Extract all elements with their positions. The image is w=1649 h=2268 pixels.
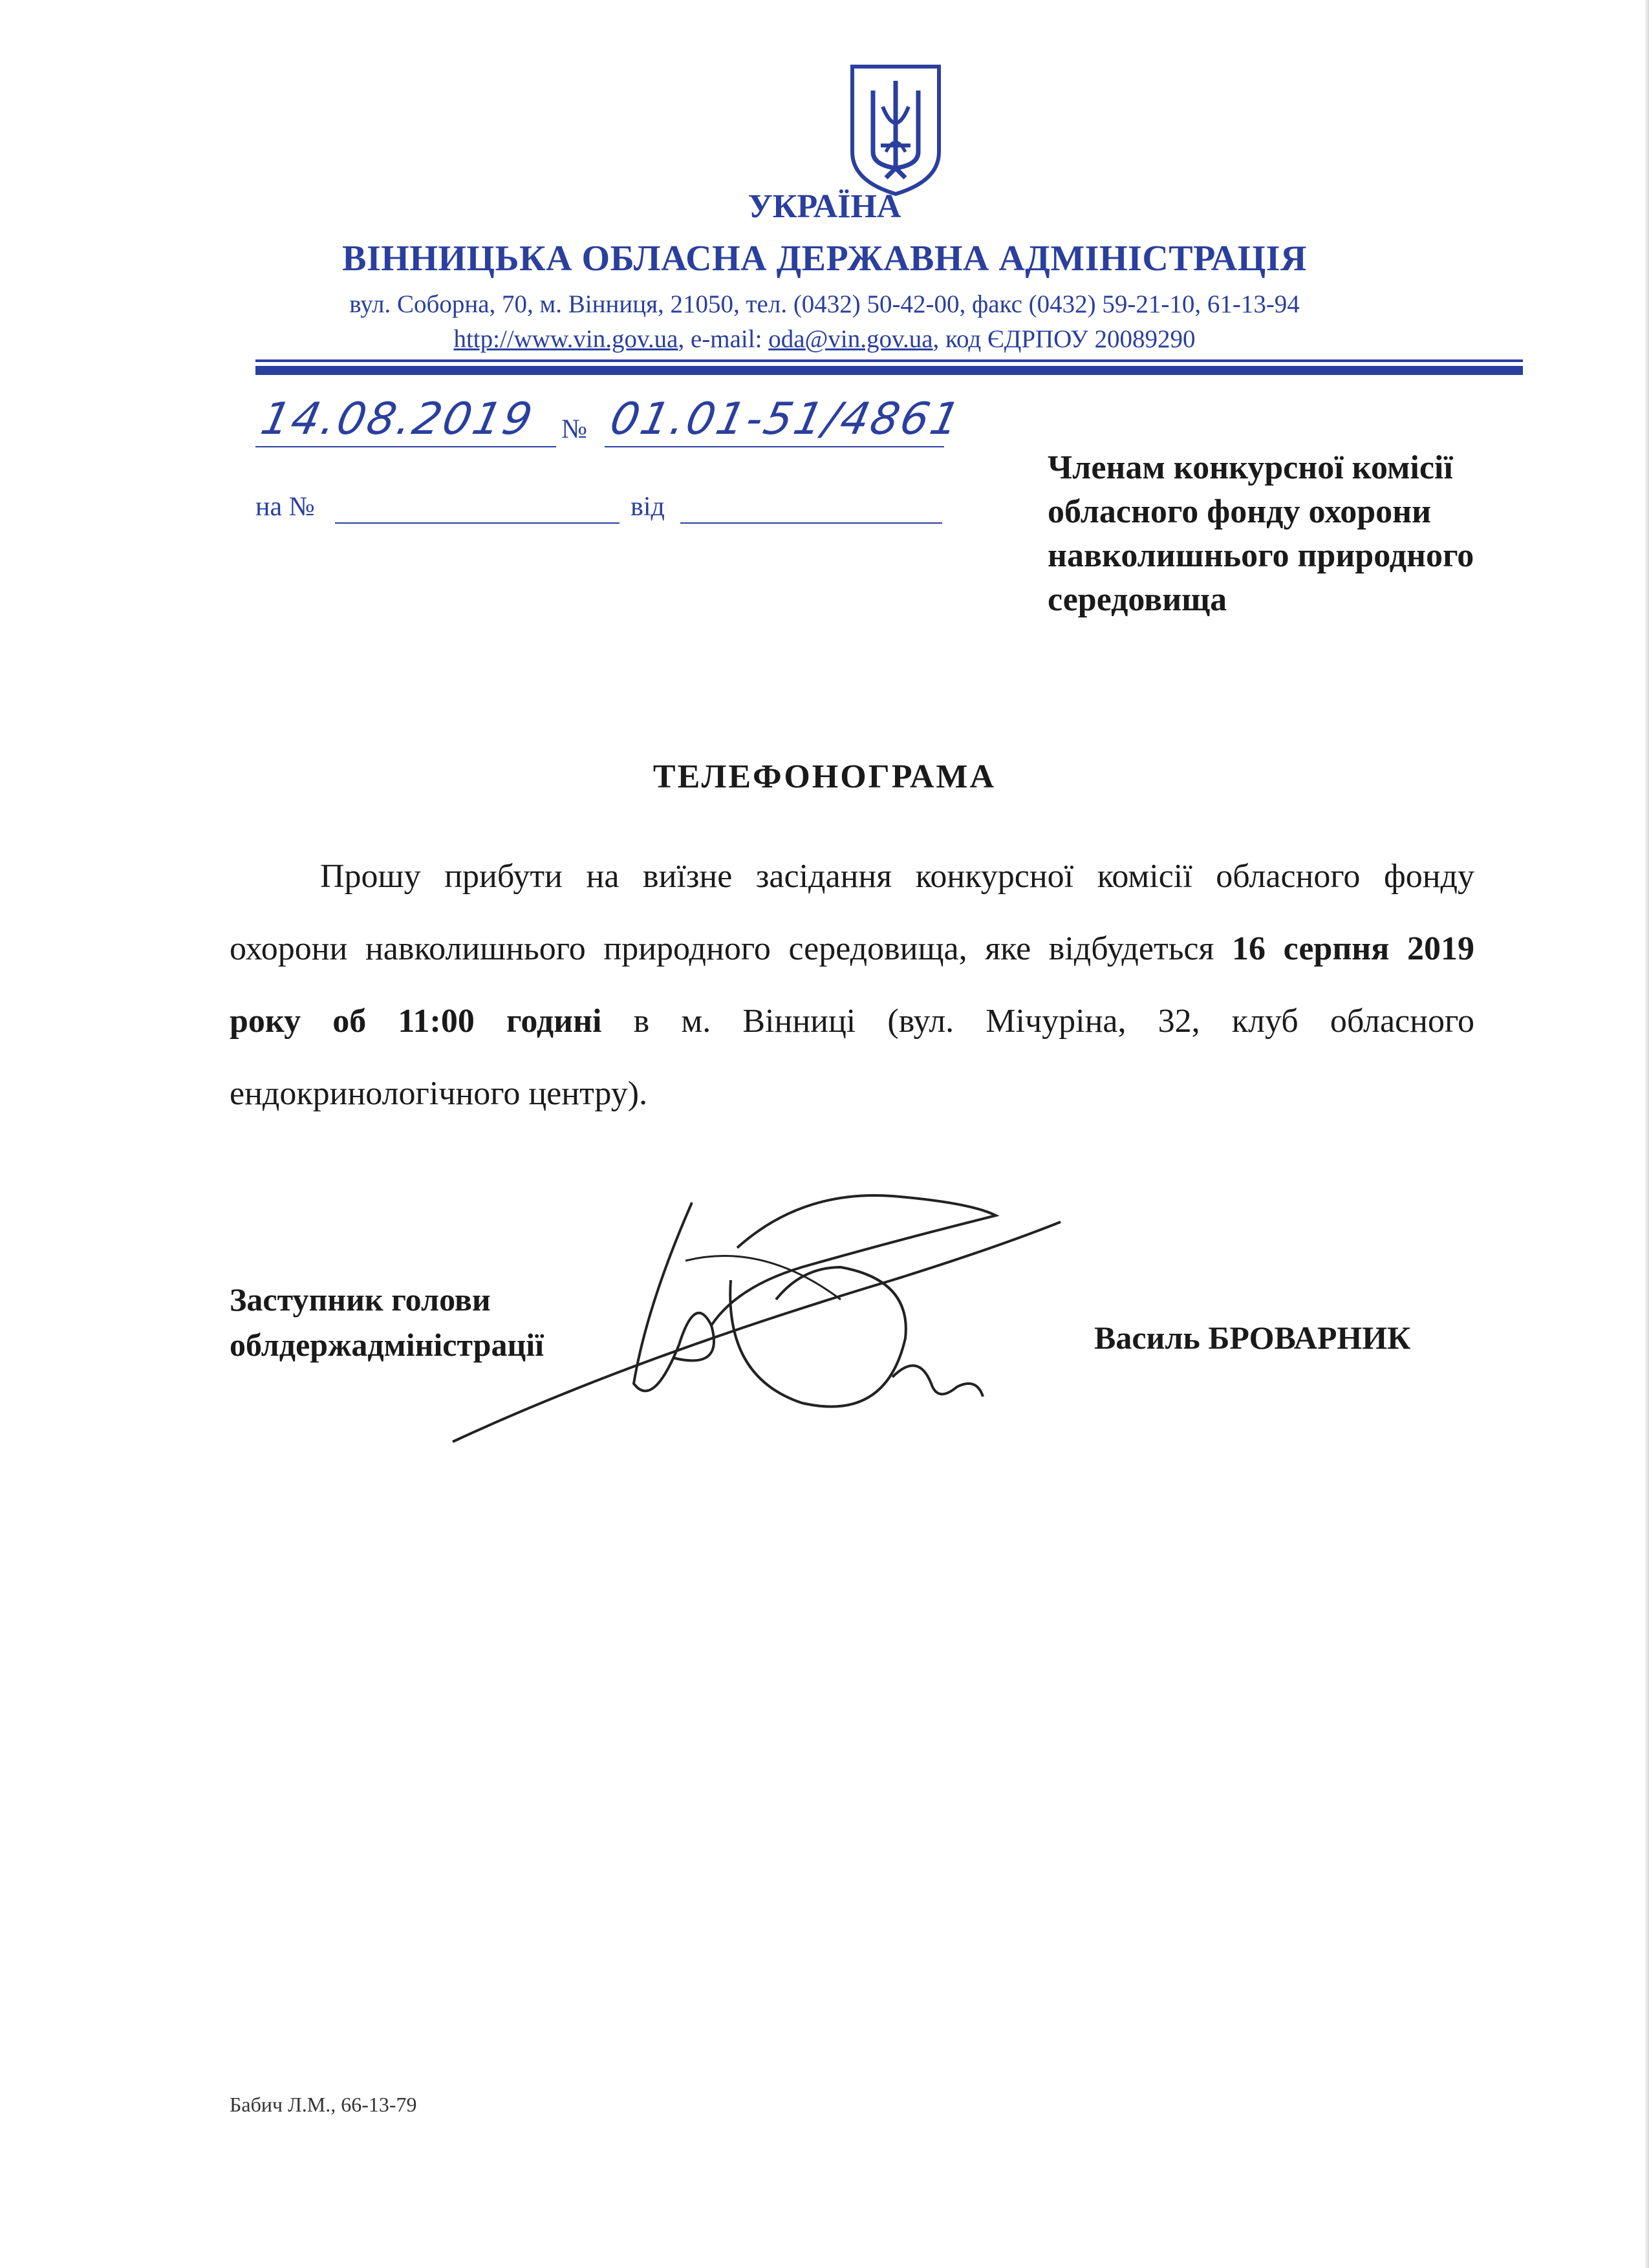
signer-position-line1: Заступник голови — [230, 1281, 491, 1318]
handwritten-signature — [440, 1164, 1086, 1461]
signer-position-line2: облдержадміністрації — [230, 1327, 544, 1363]
registration-number-field — [605, 394, 967, 447]
registration-number: 01.01-51/4861 — [605, 394, 967, 445]
addressee: Членам конкурсної комісії обласного фонду охорони навколишнього природного середовища — [1048, 449, 1474, 618]
letterhead-divider-thick — [255, 366, 1523, 375]
website-link[interactable]: http://www.vin.gov.ua — [453, 325, 678, 353]
email-link[interactable]: oda@vin.gov.ua — [768, 325, 933, 353]
body-text-1: Прошу прибути на виїзне засідання конкурсної комісії обласного фонду охорони навколишнього природного середовища, яке відбудеться — [230, 858, 1474, 967]
reference-number-blank — [335, 522, 620, 524]
letterhead-address: вул. Соборна, 70, м. Вінниця, 21050, тел. (0432) 50-42-00, факс (0432) 59-21-10, 61-13-94 — [349, 290, 1300, 318]
registration-number-label: № — [561, 414, 588, 444]
reference-number-label: на № — [255, 492, 315, 522]
registration-date-field — [255, 394, 556, 447]
signer-name: Василь БРОВАРНИК — [1094, 1320, 1411, 1356]
email-label: , e-mail: — [678, 325, 769, 353]
registration-date: 14.08.2019 — [256, 394, 539, 445]
edrpou-code: , код ЄДРПОУ 20089290 — [932, 325, 1196, 353]
reference-date-label: від — [630, 492, 665, 522]
body-text-2: в м. Вінниці (вул. Мічуріна, 32, клуб обласного ендокринологічного центру). — [230, 1003, 1474, 1112]
letterhead-contacts — [0, 325, 1649, 354]
letterhead-organization: ВІННИЦЬКА ОБЛАСНА ДЕРЖАВНА АДМІНІСТРАЦІЯ — [342, 239, 1307, 279]
document-title: ТЕЛЕФОНОГРАМА — [652, 758, 997, 795]
coat-of-arms-icon — [847, 61, 944, 197]
meeting-datetime: 16 серпня 2019 року об 11:00 годині — [230, 930, 1474, 1040]
reference-date-blank — [680, 522, 942, 524]
letterhead-country: УКРАЇНА — [748, 188, 901, 225]
letterhead-divider-thin — [255, 359, 1523, 362]
executor-contact: Бабич Л.М., 66-13-79 — [230, 2093, 417, 2116]
document-body — [230, 840, 1474, 1130]
scan-edge — [1645, 0, 1649, 2268]
